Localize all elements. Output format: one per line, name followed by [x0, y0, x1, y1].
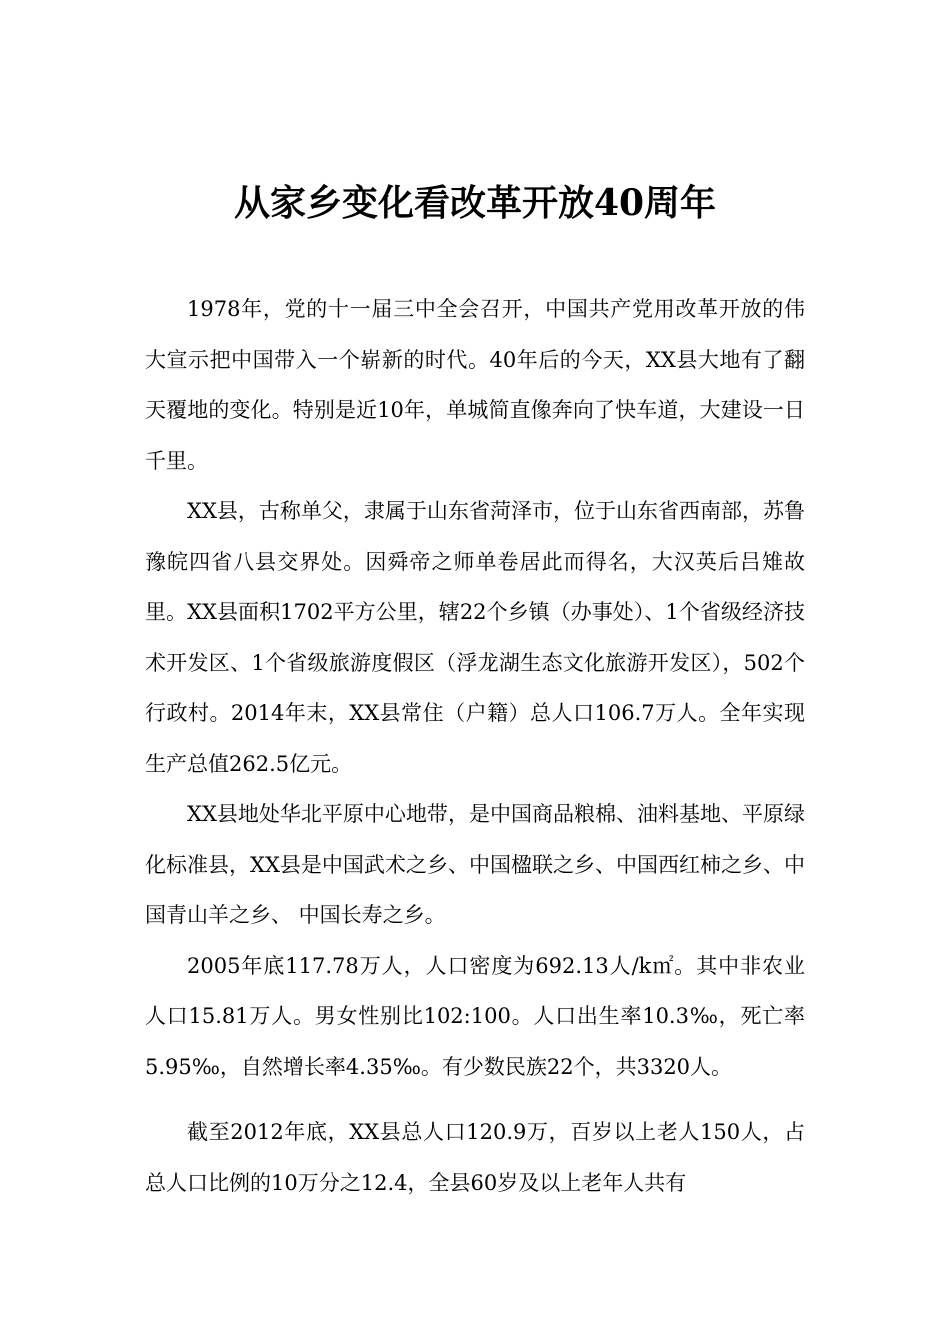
document-body	[145, 284, 805, 1208]
paragraph-4: 2005年底117.78万人，人口密度为692.13人/k㎡。其中非农业人口15.81万人。男女性别比102:100。人口出生率10.3‰，死亡率5.95‰，自然增长率4.35‰。有少数民族22个，共3320人。	[145, 953, 805, 1079]
document-title: 从家乡变化看改革开放40周年	[233, 182, 717, 224]
paragraph-5: 截至2012年底，XX县总人口120.9万，百岁以上老人150人，占总人口比例的10万分之12.4，全县60岁及以上老年人共有	[145, 1120, 805, 1195]
paragraph-3: XX县地处华北平原中心地带，是中国商品粮棉、油料基地、平原绿化标准县，XX县是中国武术之乡、中国楹联之乡、中国西红柿之乡、中国青山羊之乡、 中国长寿之乡。	[145, 802, 805, 927]
paragraph-spacer	[145, 1092, 805, 1107]
paragraph-1: 1978年，党的十一届三中全会召开，中国共产党用改革开放的伟大宣示把中国带入一个崭新的时代。40年后的今天，XX县大地有了翻天覆地的变化。特别是近10年，单城简直像奔向了快车道，大建设一日千里。	[145, 297, 805, 473]
paragraph-2: XX县，古称单父，隶属于山东省菏泽市，位于山东省西南部，苏鲁豫皖四省八县交界处。因舜帝之师单卷居此而得名，大汉英后吕雉故里。XX县面积1702平方公里，辖22个乡镇（办事处）、1个省级经济技术开发区、1个省级旅游度假区（浮龙湖生态文化旅游开发区），502个行政村。2014年末，XX县常住（户籍）总人口106.7万人。全年实现生产总值262.5亿元。	[145, 499, 805, 776]
